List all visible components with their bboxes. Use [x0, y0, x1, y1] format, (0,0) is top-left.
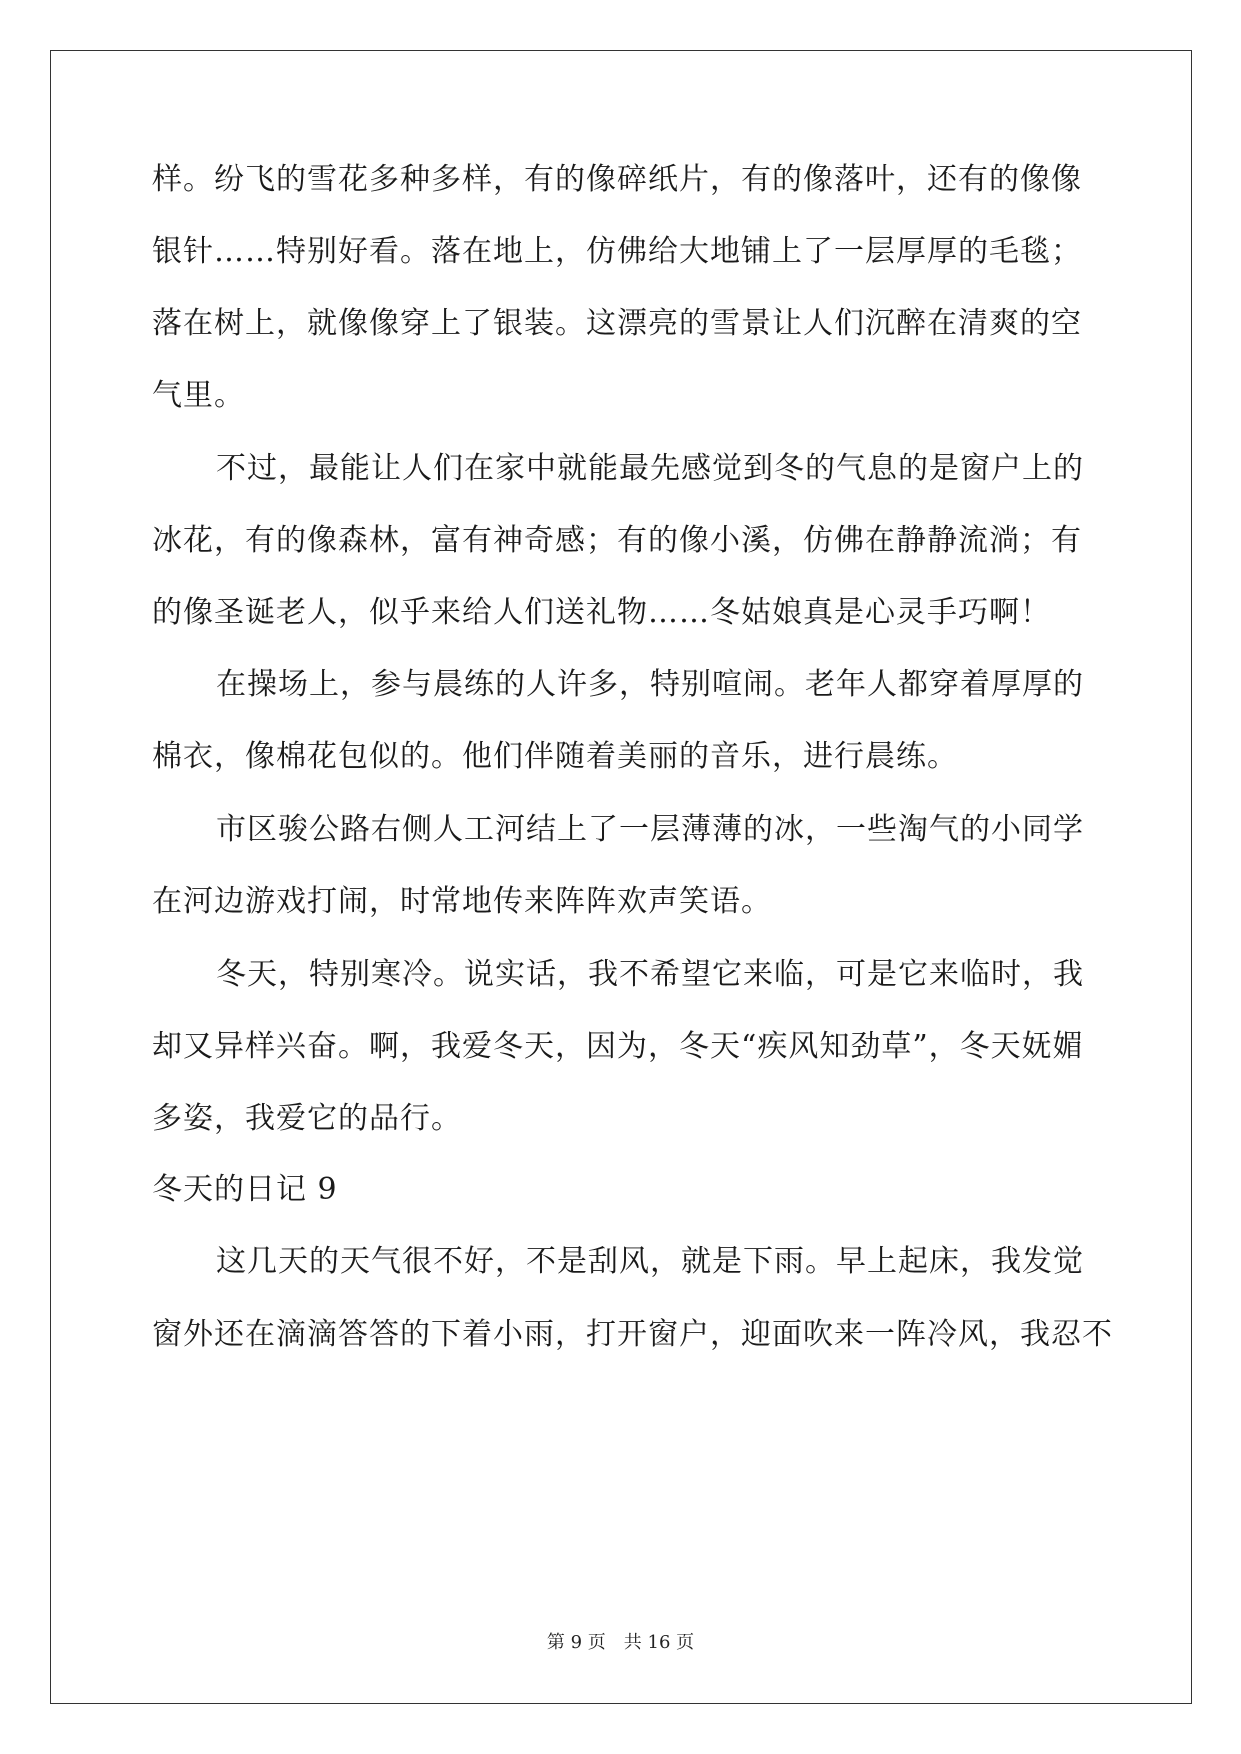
text-line: 样。纷飞的雪花多种多样，有的像碎纸片，有的像落叶，还有的像像: [152, 162, 1082, 197]
text-line: 落在树上，就像像穿上了银装。这漂亮的雪景让人们沉醉在清爽的空: [152, 306, 1082, 341]
page-border: [50, 50, 1192, 1704]
section-heading: 冬天的日记 9: [152, 1172, 338, 1207]
text-line: 多姿，我爱它的品行。: [152, 1101, 462, 1136]
page-footer: [0, 1628, 1241, 1654]
text-line: 银针……特别好看。落在地上，仿佛给大地铺上了一层厚厚的毛毯；: [152, 234, 1082, 269]
paragraph-start-line: 市区骏公路右侧人工河结上了一层薄薄的冰，一些淘气的小同学: [216, 812, 1084, 847]
text-line: 气里。: [152, 378, 245, 413]
text-line: 在河边游戏打闹，时常地传来阵阵欢声笑语。: [152, 884, 772, 919]
paragraph-start-line: 冬天，特别寒冷。说实话，我不希望它来临，可是它来临时，我: [216, 957, 1084, 992]
text-line: 的像圣诞老人，似乎来给人们送礼物……冬姑娘真是心灵手巧啊！: [152, 595, 1051, 630]
text-line: 窗外还在滴滴答答的下着小雨，打开窗户，迎面吹来一阵冷风，我忍不: [152, 1317, 1113, 1352]
text-line: 冰花，有的像森林，富有神奇感；有的像小溪，仿佛在静静流淌；有: [152, 523, 1082, 558]
text-line: 棉衣，像棉花包似的。他们伴随着美丽的音乐，进行晨练。: [152, 739, 958, 774]
page-number: 第 9 页 共 16 页: [546, 1632, 695, 1653]
paragraph-start-line: 这几天的天气很不好，不是刮风，就是下雨。早上起床，我发觉: [216, 1244, 1084, 1279]
paragraph-start-line: 不过，最能让人们在家中就能最先感觉到冬的气息的是窗户上的: [216, 451, 1084, 486]
paragraph-start-line: 在操场上，参与晨练的人许多，特别喧闹。老年人都穿着厚厚的: [216, 667, 1084, 702]
text-line: 却又异样兴奋。啊，我爱冬天，因为，冬天“疾风知劲草”，冬天妩媚: [152, 1029, 1084, 1064]
